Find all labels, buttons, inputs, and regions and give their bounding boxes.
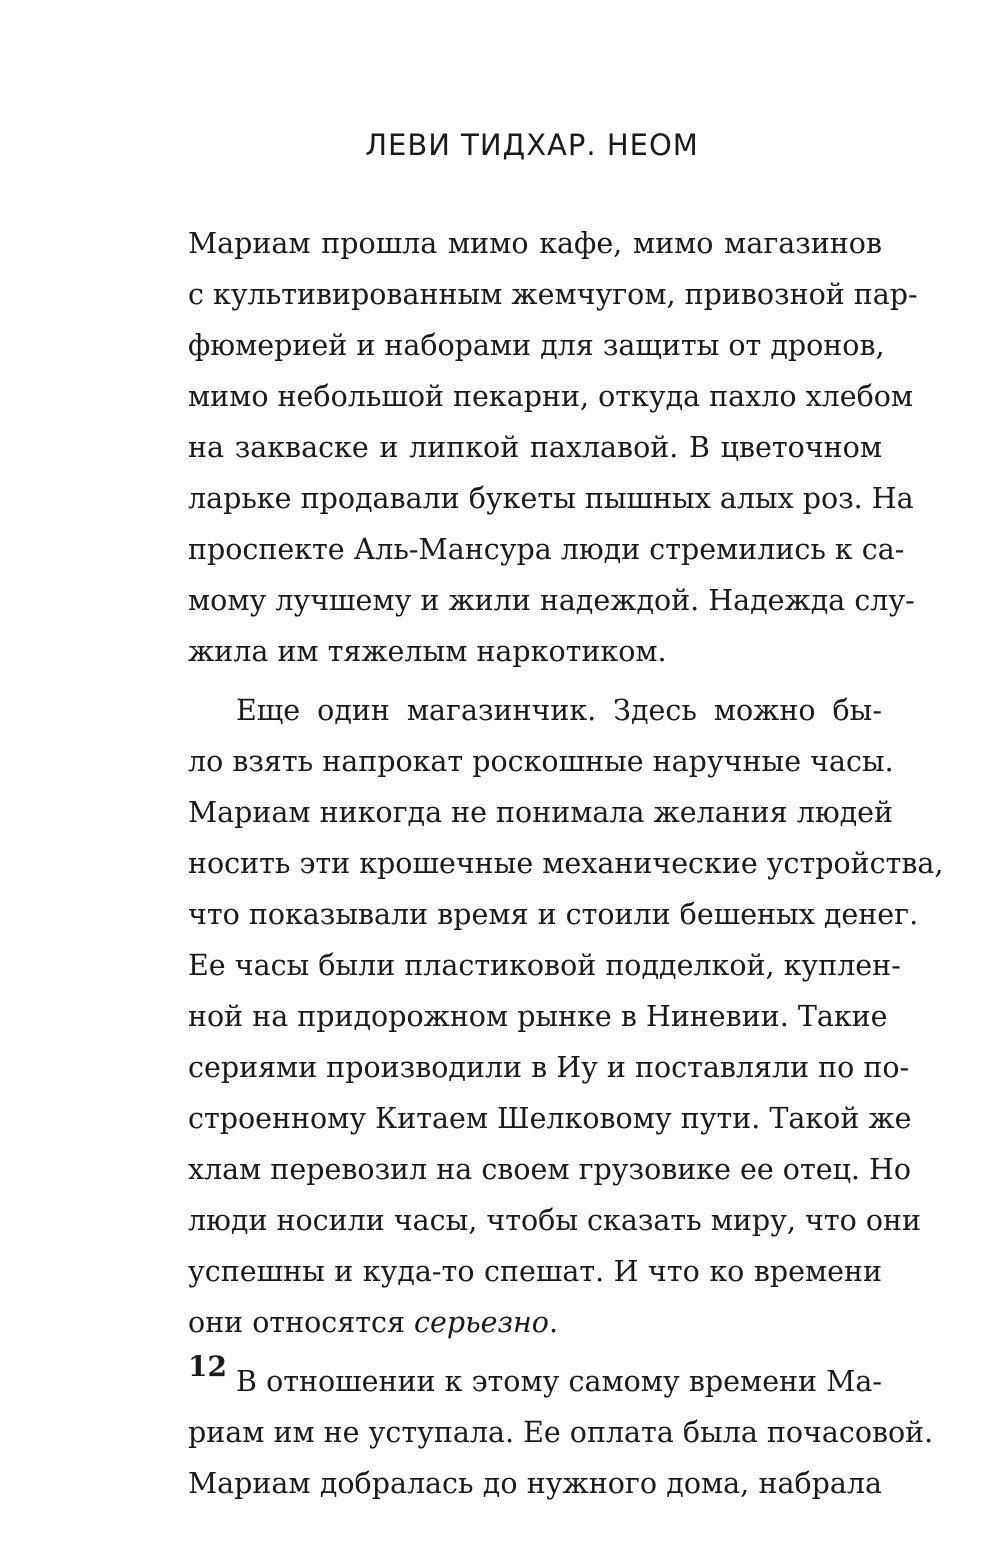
text-line: Ее часы были пластиковой подделкой, куплен-: [188, 949, 901, 982]
text-line: люди носили часы, чтобы сказать миру, что они: [188, 1204, 921, 1237]
text-line: Мариам никогда не понимала желания людей: [188, 796, 894, 829]
text-line: [188, 1297, 882, 1348]
text-line: носить эти крошечные механические устройства,: [188, 847, 944, 880]
text-line: на закваске и липкой пахлавой. В цветочном: [188, 431, 882, 464]
text-line: Мариам прошла мимо кафе, мимо магазинов: [188, 227, 882, 260]
text-line: с культивированным жемчугом, привозной пар-: [188, 278, 918, 311]
text-line: сериями производили в Иу и поставляли по по-: [188, 1051, 910, 1084]
emphasis-word: серьезно: [414, 1306, 549, 1339]
text-line: проспекте Аль-Мансура люди стремились к са-: [188, 533, 905, 566]
text-line: жила им тяжелым наркотиком.: [188, 635, 667, 668]
text-line: успешны и куда-то спешат. И что ко времени: [188, 1255, 882, 1288]
text-line: мимо небольшой пекарни, откуда пахло хлебом: [188, 380, 914, 413]
text-line: В отношении к этому самому времени Ма-: [236, 1365, 882, 1398]
paragraph-1: [188, 218, 918, 677]
body-text: [188, 218, 944, 1509]
text-line: хлам перевозил на своем грузовике ее отец. Но: [188, 1153, 912, 1186]
text-line: строенному Китаем Шелковому пути. Такой же: [188, 1102, 912, 1135]
text-line: риам им не уступала. Ее оплата была почасовой.: [188, 1416, 934, 1449]
text-line: ной на придорожном рынке в Ниневии. Такие: [188, 1000, 888, 1033]
paragraph-2: [188, 685, 944, 1348]
page-number: 12: [188, 1350, 227, 1383]
running-head: ЛЕВИ ТИДХАР. НЕОМ: [365, 128, 699, 162]
text-line: Мариам добралась до нужного дома, набрала: [188, 1467, 882, 1500]
text-line: мому лучшему и жили надеждой. Надежда слу-: [188, 584, 915, 617]
text-line: Еще один магазинчик. Здесь можно бы-: [236, 694, 882, 727]
text-segment: .: [548, 1306, 558, 1339]
text-line: ларьке продавали букеты пышных алых роз. На: [188, 482, 914, 515]
text-line: что показывали время и стоили бешеных денег.: [188, 898, 919, 931]
text-line: ло взять напрокат роскошные наручные часы.: [188, 745, 894, 778]
text-segment: они относятся: [188, 1306, 414, 1339]
paragraph-3: [188, 1356, 934, 1509]
text-line: фюмерией и наборами для защиты от дронов,: [188, 329, 885, 362]
